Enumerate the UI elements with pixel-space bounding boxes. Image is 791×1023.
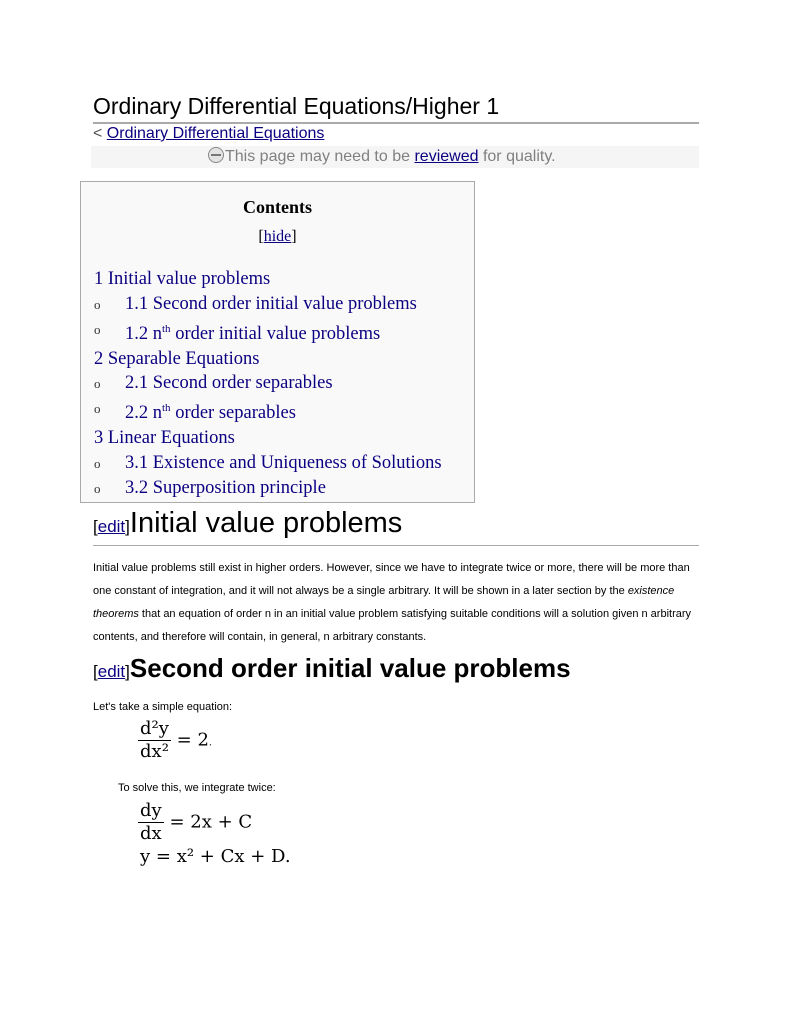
breadcrumb <box>93 125 324 143</box>
section-heading-initial-value-problems <box>93 505 699 546</box>
breadcrumb-prefix: < <box>93 125 103 142</box>
bullet-icon: o <box>94 296 101 312</box>
toc-item-1-1[interactable] <box>94 292 442 317</box>
bullet-icon: o <box>94 321 101 337</box>
toc-item-sup: th <box>162 322 171 335</box>
toc-title: Contents <box>242 197 312 217</box>
edit-link[interactable]: edit <box>97 517 126 536</box>
review-icon <box>208 147 224 163</box>
edit-open: [ <box>93 517 98 536</box>
toc-item-2-2[interactable] <box>94 396 442 426</box>
toc-item-sup: th <box>162 402 171 415</box>
para-text: that an equation of order n in an initial value problem satisfying suitable conditions will a solution given n arbitrary contents, and therefore will contain, in general, n arbitrary constants. <box>93 608 692 643</box>
toc-item-2[interactable]: 2 Separable Equations <box>94 348 260 369</box>
reviewed-link[interactable]: reviewed <box>414 148 479 165</box>
review-text-after: for quality. <box>482 148 556 165</box>
section-paragraph <box>93 557 703 649</box>
section-heading-text: Second order initial value problems <box>129 653 571 683</box>
para-emphasis: existence theorems <box>93 585 675 620</box>
edit-close: ] <box>125 517 130 536</box>
bullet-icon: o <box>94 401 101 417</box>
integrate-text: To solve this, we integrate twice: <box>118 782 276 794</box>
toc-hide-link[interactable]: hide <box>263 228 292 245</box>
equation-fraction <box>138 718 171 763</box>
section-heading-second-order <box>93 653 571 684</box>
toc-item-2-1[interactable] <box>94 371 442 396</box>
edit-link-wrapper <box>93 662 130 681</box>
equation-1 <box>138 718 212 763</box>
equation-3: y = x² + Cx + D. <box>140 846 291 867</box>
bullet-icon: o <box>94 455 101 471</box>
fraction-denominator: dx <box>140 823 162 844</box>
table-of-contents <box>80 181 475 503</box>
bullet-icon: o <box>94 480 101 496</box>
toc-item-label: 3.1 Existence and Uniqueness of Solutions <box>125 452 442 473</box>
review-banner <box>91 146 699 168</box>
review-text-before: This page may need to be <box>225 148 411 165</box>
edit-link[interactable]: edit <box>97 662 126 681</box>
page-title: Ordinary Differential Equations/Higher 1 <box>93 91 699 124</box>
toc-item-label: order separables <box>170 403 296 424</box>
para-text: Initial value problems still exist in higher orders. However, since we have to integrate twice or more, there will be more than one constant of integration, and it will not always be a single arbitrary. It will be shown in a later section by the <box>93 562 690 597</box>
toc-item-1[interactable]: 1 Initial value problems <box>94 269 271 289</box>
equation-fraction <box>138 800 164 845</box>
fraction-numerator: d²y <box>140 718 169 739</box>
fraction-denominator: dx² <box>140 741 169 762</box>
toc-item-label: 1.2 n <box>125 323 162 344</box>
toc-item-label: 3.2 Superposition principle <box>125 477 326 498</box>
toc-item-label: 1.1 Second order initial value problems <box>125 293 417 314</box>
fraction-numerator: dy <box>140 800 162 821</box>
bullet-icon: o <box>94 376 101 392</box>
toc-toggle <box>81 228 474 246</box>
equation-rhs: = 2x + C <box>169 811 253 833</box>
toc-toggle-open: [ <box>258 228 264 245</box>
toc-toggle-close: ] <box>291 228 297 245</box>
toc-item-label: 2.2 n <box>125 403 162 424</box>
toc-item-3[interactable]: 3 Linear Equations <box>94 428 235 449</box>
toc-item-3-1[interactable] <box>94 451 442 476</box>
toc-list <box>94 267 442 500</box>
section-heading-text: Initial value problems <box>129 507 403 539</box>
toc-item-label: order initial value problems <box>170 323 381 344</box>
intro-text: Let's take a simple equation: <box>93 701 233 713</box>
toc-item-1-2[interactable] <box>94 317 442 347</box>
edit-link-wrapper <box>93 517 130 536</box>
edit-close: ] <box>125 662 130 681</box>
edit-open: [ <box>93 662 98 681</box>
equation-2 <box>138 800 252 845</box>
breadcrumb-link[interactable]: Ordinary Differential Equations <box>106 125 325 142</box>
toc-item-label: 2.1 Second order separables <box>125 373 333 394</box>
toc-item-3-2[interactable] <box>94 476 442 501</box>
equation-end: . <box>208 737 213 749</box>
equation-rhs: = 2 <box>176 729 209 751</box>
